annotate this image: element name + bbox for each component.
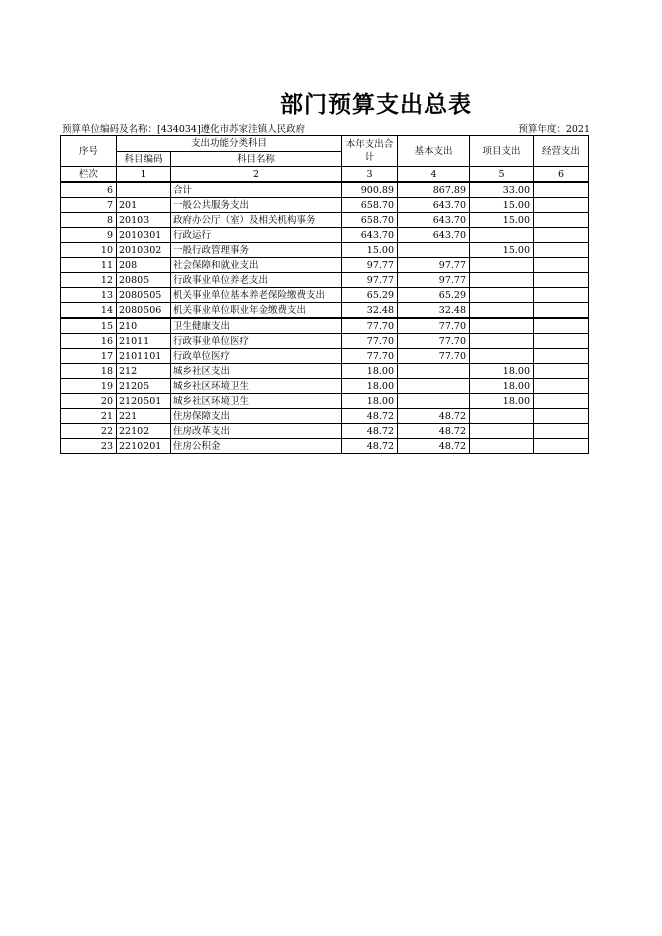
row-name: 城乡社区支出 [171,364,342,379]
row-project: 15.00 [470,243,534,258]
row-name: 政府办公厅（室）及相关机构事务 [171,213,342,228]
row-operating [534,349,589,364]
colindex-code: 1 [117,167,171,183]
row-operating [534,334,589,349]
row-seq: 6 [61,182,117,198]
table-row [61,273,589,288]
row-basic: 48.72 [398,439,470,454]
table-row [61,334,589,349]
row-seq: 18 [61,364,117,379]
row-basic: 48.72 [398,424,470,439]
row-basic [398,379,470,394]
row-code: 2080505 [117,288,171,303]
row-total: 97.77 [342,273,398,288]
row-total: 48.72 [342,409,398,424]
row-seq: 14 [61,303,117,319]
row-code: 2101101 [117,349,171,364]
budget-table [60,135,589,454]
row-basic: 867.89 [398,182,470,198]
row-project [470,334,534,349]
row-operating [534,424,589,439]
row-name: 社会保障和就业支出 [171,258,342,273]
row-total: 900.89 [342,182,398,198]
row-code: 20103 [117,213,171,228]
row-operating [534,288,589,303]
row-seq: 23 [61,439,117,454]
row-operating [534,243,589,258]
row-name: 行政单位医疗 [171,349,342,364]
table-row [61,364,589,379]
row-code: 212 [117,364,171,379]
row-seq: 17 [61,349,117,364]
table-row [61,424,589,439]
row-name: 行政运行 [171,228,342,243]
row-operating [534,409,589,424]
row-basic: 77.70 [398,349,470,364]
row-basic [398,243,470,258]
row-total: 77.70 [342,334,398,349]
row-name: 合计 [171,182,342,198]
row-operating [534,303,589,319]
table-row [61,258,589,273]
table-row [61,318,589,334]
table-row [61,243,589,258]
header-seq: 序号 [61,136,117,167]
table-row [61,349,589,364]
row-project: 33.00 [470,182,534,198]
row-operating [534,318,589,334]
row-basic [398,394,470,409]
row-operating [534,439,589,454]
table-row [61,182,589,198]
row-operating [534,364,589,379]
row-total: 18.00 [342,379,398,394]
row-total: 658.70 [342,198,398,213]
colindex-operating: 6 [534,167,589,183]
table-row [61,288,589,303]
colindex-basic: 4 [398,167,470,183]
row-project [470,273,534,288]
colindex-project: 5 [470,167,534,183]
row-operating [534,182,589,198]
table-row [61,439,589,454]
row-total: 18.00 [342,394,398,409]
colindex-name: 2 [171,167,342,183]
row-total: 77.70 [342,318,398,334]
row-code: 210 [117,318,171,334]
row-seq: 21 [61,409,117,424]
row-seq: 13 [61,288,117,303]
colindex-label: 栏次 [61,167,117,183]
row-seq: 12 [61,273,117,288]
row-name: 一般行政管理事务 [171,243,342,258]
row-code: 20805 [117,273,171,288]
row-name: 城乡社区环境卫生 [171,379,342,394]
row-operating [534,228,589,243]
row-total: 32.48 [342,303,398,319]
row-code: 2120501 [117,394,171,409]
row-basic: 97.77 [398,273,470,288]
row-name: 卫生健康支出 [171,318,342,334]
table-row [61,379,589,394]
row-operating [534,258,589,273]
row-project [470,258,534,273]
row-seq: 15 [61,318,117,334]
row-code: 22102 [117,424,171,439]
row-basic: 65.29 [398,288,470,303]
row-total: 97.77 [342,258,398,273]
row-total: 643.70 [342,228,398,243]
row-operating [534,379,589,394]
row-total: 48.72 [342,439,398,454]
row-code: 201 [117,198,171,213]
row-name: 行政事业单位医疗 [171,334,342,349]
row-total: 77.70 [342,349,398,364]
row-code: 21205 [117,379,171,394]
table-row [61,303,589,319]
row-operating [534,198,589,213]
row-total: 65.29 [342,288,398,303]
row-seq: 8 [61,213,117,228]
row-basic: 48.72 [398,409,470,424]
row-project [470,228,534,243]
row-code: 2010302 [117,243,171,258]
row-code: 221 [117,409,171,424]
row-seq: 10 [61,243,117,258]
row-project [470,409,534,424]
header-project: 项目支出 [470,136,534,167]
row-project [470,439,534,454]
row-code: 2080506 [117,303,171,319]
row-operating [534,394,589,409]
row-operating [534,213,589,228]
row-seq: 7 [61,198,117,213]
row-project [470,424,534,439]
row-code: 208 [117,258,171,273]
row-code: 21011 [117,334,171,349]
row-total: 48.72 [342,424,398,439]
row-basic [398,364,470,379]
colindex-total: 3 [342,167,398,183]
row-basic: 32.48 [398,303,470,319]
row-total: 658.70 [342,213,398,228]
header-code: 科目编码 [117,152,171,167]
table-row [61,198,589,213]
row-name: 机关事业单位职业年金缴费支出 [171,303,342,319]
row-code: 2010301 [117,228,171,243]
row-basic: 77.70 [398,318,470,334]
header-name: 科目名称 [171,152,342,167]
row-name: 城乡社区环境卫生 [171,394,342,409]
header-operating: 经营支出 [534,136,589,167]
row-project [470,349,534,364]
row-basic: 97.77 [398,258,470,273]
row-project: 15.00 [470,198,534,213]
row-project [470,318,534,334]
header-basic: 基本支出 [398,136,470,167]
row-seq: 22 [61,424,117,439]
row-total: 18.00 [342,364,398,379]
row-code: 2210201 [117,439,171,454]
row-project: 15.00 [470,213,534,228]
row-name: 一般公共服务支出 [171,198,342,213]
unit-label: 预算单位编码及名称：[434034]遵化市苏家洼镇人民政府 [62,124,306,135]
row-operating [534,273,589,288]
row-name: 住房改革支出 [171,424,342,439]
row-project: 18.00 [470,379,534,394]
table-row [61,394,589,409]
page-title: 部门预算支出总表 [280,92,472,118]
row-code [117,182,171,198]
year-label: 预算年度：2021 [518,124,590,135]
row-project [470,288,534,303]
header-func-class: 支出功能分类科目 [117,136,342,152]
table-row [61,228,589,243]
row-project: 18.00 [470,364,534,379]
row-total: 15.00 [342,243,398,258]
row-seq: 9 [61,228,117,243]
row-basic: 643.70 [398,228,470,243]
row-seq: 20 [61,394,117,409]
row-name: 住房公积金 [171,439,342,454]
row-seq: 19 [61,379,117,394]
row-seq: 11 [61,258,117,273]
row-project [470,303,534,319]
row-basic: 77.70 [398,334,470,349]
header-total: 本年支出合计 [342,136,398,167]
row-name: 机关事业单位基本养老保险缴费支出 [171,288,342,303]
row-name: 住房保障支出 [171,409,342,424]
row-basic: 643.70 [398,213,470,228]
row-project: 18.00 [470,394,534,409]
row-name: 行政事业单位养老支出 [171,273,342,288]
table-row [61,213,589,228]
row-basic: 643.70 [398,198,470,213]
table-row [61,409,589,424]
row-seq: 16 [61,334,117,349]
